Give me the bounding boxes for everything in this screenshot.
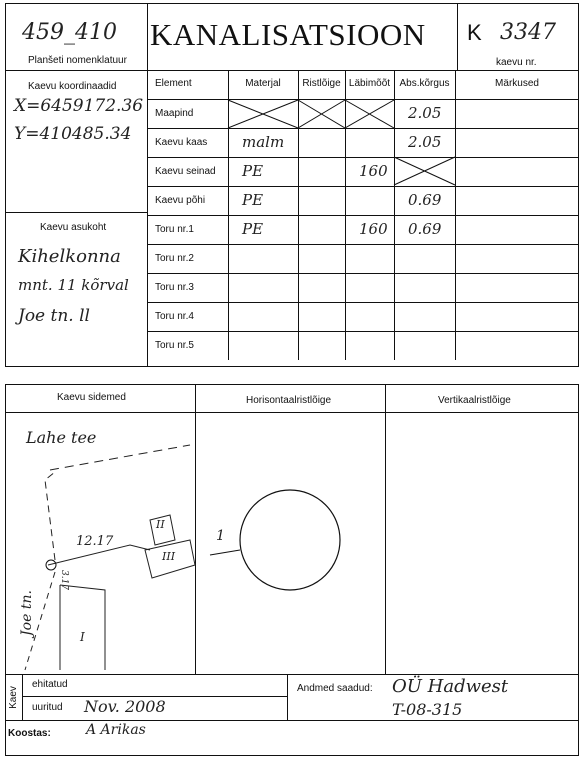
sketch-street: Lahe tee <box>26 428 97 447</box>
footer-mid-divider <box>287 674 288 720</box>
table-header-ristloige: Ristlõige <box>302 78 341 89</box>
panel-ties-title: Kaevu sidemed <box>57 392 126 403</box>
footer-bottom-divider <box>5 720 579 721</box>
coord-y: Y=410485.34 <box>14 124 132 144</box>
pipe-1-label: 1 <box>216 528 225 544</box>
panel-horizontal-title: Horisontaalristlõige <box>246 395 332 406</box>
data-from-value: OÜ Hadwest <box>392 676 509 697</box>
plansheet-label: Planšeti nomenklatuur <box>28 55 127 66</box>
table-cell-element: Kaevu kaas <box>155 137 208 148</box>
data-from-label: Andmed saadud: <box>297 683 373 694</box>
table-header-markused: Märkused <box>495 78 539 89</box>
table-cell-abs: 0.69 <box>408 220 442 238</box>
surveyed-value: Nov. 2008 <box>84 697 166 716</box>
surveyed-label: uuritud <box>32 702 63 713</box>
table-cell-element: Toru nr.2 <box>155 253 194 264</box>
table-cell-element: Toru nr.1 <box>155 224 194 235</box>
well-number: 3347 <box>500 20 556 45</box>
plansheet-value: 459_410 <box>22 20 117 45</box>
table-cell-element: Toru nr.5 <box>155 340 194 351</box>
sketch-building-c: I <box>80 630 85 644</box>
table-header-materjal: Materjal <box>245 78 281 89</box>
well-label: kaevu nr. <box>496 57 537 68</box>
panel-vertical-title: Vertikaalristlõige <box>438 395 511 406</box>
location-line-1: Kihelkonna <box>18 246 121 267</box>
table-cell-abs: 2.05 <box>408 133 442 151</box>
location-line-3: Joe tn. ll <box>18 306 90 326</box>
coords-title: Kaevu koordinaadid <box>28 81 117 92</box>
table-cell-element: Kaevu põhi <box>155 195 206 206</box>
location-line-2: mnt. 11 kõrval <box>18 276 129 294</box>
coord-x: X=6459172.36 <box>14 96 144 116</box>
sketch-building-b: III <box>162 550 176 563</box>
footer-divider <box>5 674 579 675</box>
table-cell-materjal: PE <box>242 162 264 180</box>
table-cell-element: Maapind <box>155 108 194 119</box>
location-title: Kaevu asukoht <box>40 222 107 233</box>
table-cell-labimoot: 160 <box>359 220 388 238</box>
table-cell-labimoot: 160 <box>359 162 388 180</box>
sketch-building-a: II <box>156 518 165 531</box>
table-header-labimoot: Läbimõõt <box>348 78 391 89</box>
data-ref: T-08-315 <box>392 700 463 719</box>
built-label: ehitatud <box>32 679 68 690</box>
compiled-value: A Arikas <box>86 722 146 738</box>
sketch-side-street: Joe tn. <box>18 590 35 636</box>
compiled-label: Koostas: <box>8 728 51 739</box>
well-marker-icon <box>46 560 56 570</box>
table-cell-element: Toru nr.3 <box>155 282 194 293</box>
footer-side-label: Kaev <box>7 686 19 709</box>
table-cell-abs: 2.05 <box>408 104 442 122</box>
table-cell-element: Kaevu seinad <box>155 166 216 177</box>
table-header-abs: Abs.kõrgus <box>399 78 450 89</box>
page-title: KANALISATSIOON <box>150 17 426 52</box>
table-cell-materjal: malm <box>242 133 285 151</box>
well-cross-section <box>240 490 340 590</box>
table-cell-materjal: PE <box>242 191 264 209</box>
sketch-distance: 12.17 <box>76 534 114 549</box>
pipe-1-line <box>210 550 240 555</box>
table-cell-element: Toru nr.4 <box>155 311 194 322</box>
well-prefix: K <box>467 20 482 45</box>
footer-side-divider <box>22 674 23 720</box>
table-cell-abs: 0.69 <box>408 191 442 209</box>
sketch-distance-2: 3.17 <box>59 569 70 591</box>
table-header-element: Element <box>155 78 192 89</box>
table-cell-materjal: PE <box>242 220 264 238</box>
